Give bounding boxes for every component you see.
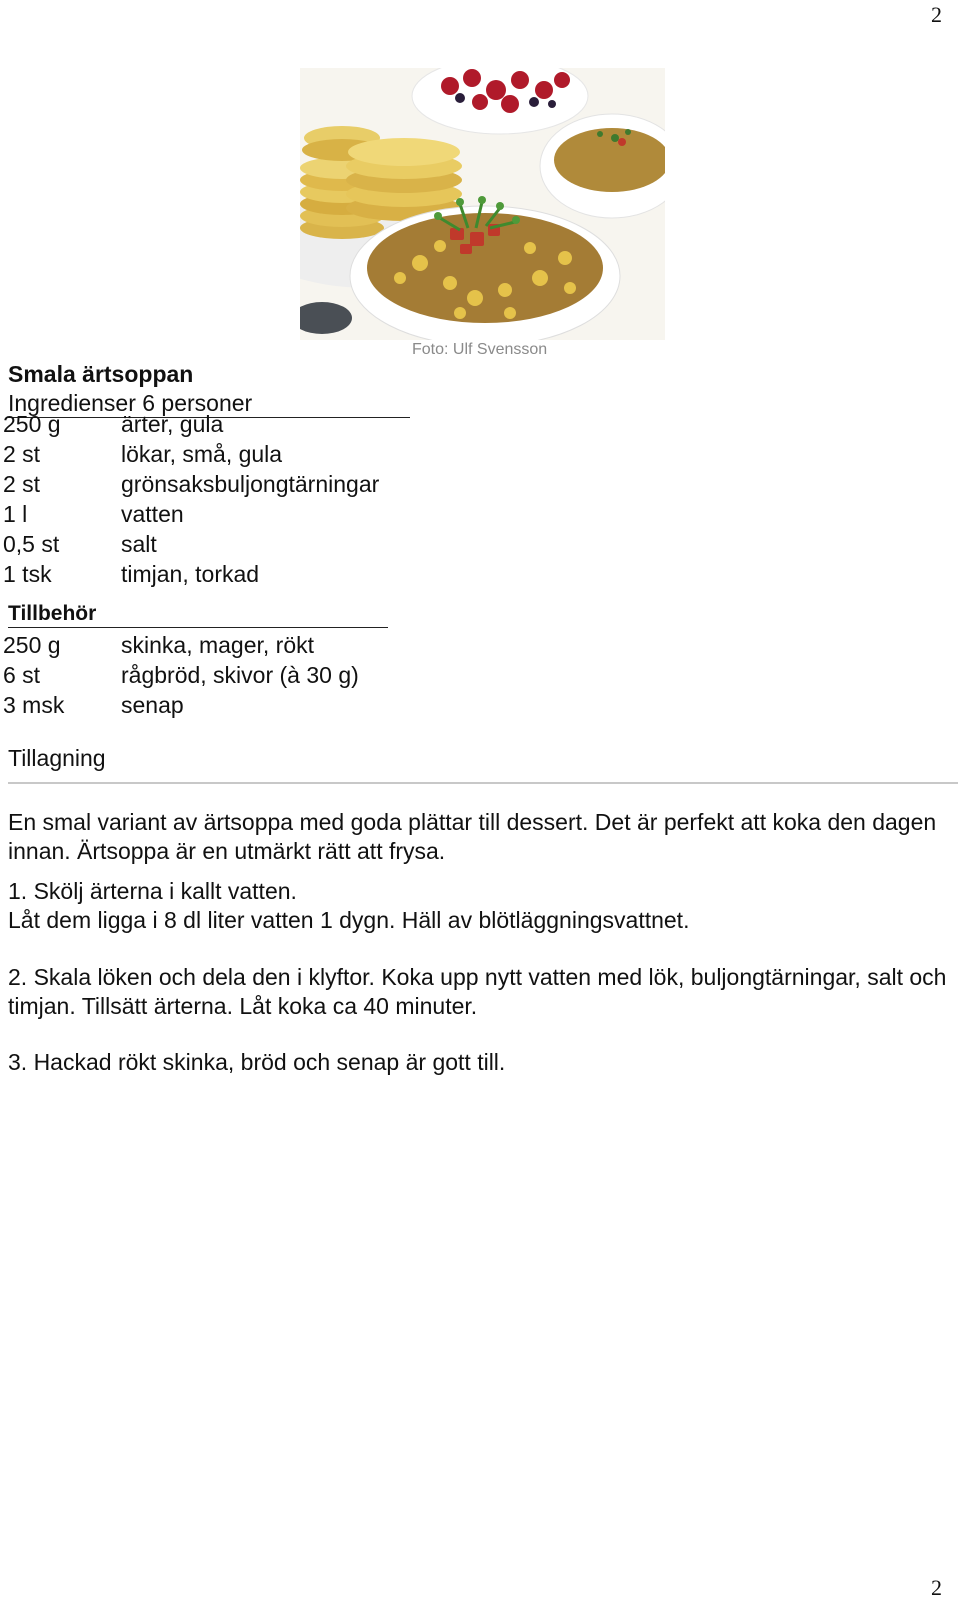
accessory-amount: 6 st: [3, 662, 41, 688]
step-1-line-1: 1. Skölj ärterna i kallt vatten.: [8, 878, 297, 904]
recipe-intro: En smal variant av ärtsoppa med goda plättar till dessert. Det är perfekt att koka den dagen innan. Ärtsoppa är en utmärkt rätt att frysa.: [8, 809, 937, 864]
accessory-amount: 3 msk: [3, 692, 65, 718]
ingredient-amount: 250 g: [3, 411, 61, 437]
step-2: 2. Skala löken och dela den i klyftor. Koka upp nytt vatten med lök, buljongtärningar, salt och timjan. Tillsätt ärterna. Låt koka ca 40 minuter.: [8, 964, 947, 1019]
accessories-header: Tillbehör: [8, 601, 388, 628]
ingredient-amount: 1 tsk: [3, 561, 52, 587]
ingredient-row: [3, 559, 423, 589]
step-1-line-2: Låt dem ligga i 8 dl liter vatten 1 dygn. Häll av blötläggningsvattnet.: [8, 907, 690, 933]
ingredient-name: grönsaksbuljongtärningar: [121, 471, 380, 497]
step-3: 3. Hackad rökt skinka, bröd och senap är gott till.: [8, 1049, 506, 1075]
ingredient-row: [3, 409, 423, 439]
ingredient-amount: 2 st: [3, 441, 41, 467]
accessory-name: skinka, mager, rökt: [121, 632, 315, 658]
ingredient-name: vatten: [121, 501, 184, 527]
accessory-name: senap: [121, 692, 184, 718]
soup-with-pancakes-illustration: [300, 68, 665, 340]
ingredient-name: salt: [121, 531, 157, 557]
ingredients-header: Ingredienser 6 personer: [8, 390, 410, 418]
ingredient-amount: 2 st: [3, 471, 41, 497]
accessory-amount: 250 g: [3, 632, 61, 658]
accessory-row: [3, 630, 423, 660]
ingredient-row: [3, 469, 423, 499]
section-divider: [8, 782, 958, 784]
page-number-top: 2: [931, 2, 942, 27]
accessory-row: [3, 690, 423, 720]
preparation-header: Tillagning: [8, 745, 106, 771]
photo-credit: Foto: Ulf Svensson: [412, 341, 548, 358]
accessory-name: rågbröd, skivor (à 30 g): [121, 662, 359, 688]
ingredient-name: timjan, torkad: [121, 561, 260, 587]
ingredient-name: ärter, gula: [121, 411, 224, 437]
recipe-title: Smala ärtsoppan: [8, 361, 194, 387]
accessory-row: [3, 660, 423, 690]
ingredient-row: [3, 529, 423, 559]
ingredient-name: lökar, små, gula: [121, 441, 283, 467]
ingredient-amount: 0,5 st: [3, 531, 60, 557]
ingredient-amount: 1 l: [3, 501, 28, 527]
page-number-bottom: 2: [931, 1575, 942, 1600]
ingredient-row: [3, 439, 423, 469]
recipe-photo: [300, 68, 665, 340]
ingredient-row: [3, 499, 423, 529]
